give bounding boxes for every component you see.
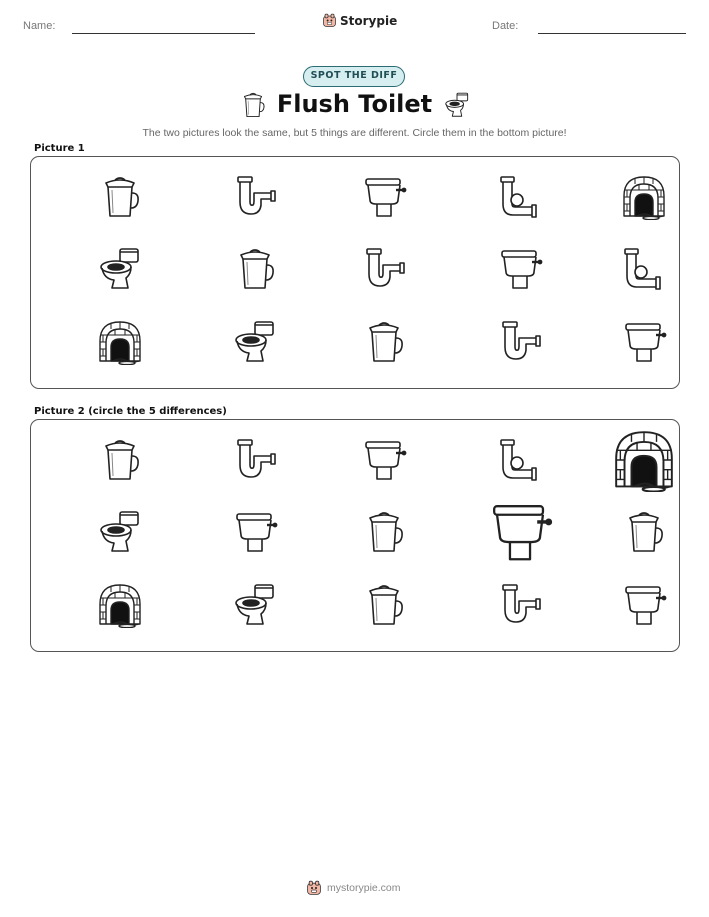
sewer-arch-icon[interactable]	[97, 582, 143, 628]
sewer-arch-icon	[621, 174, 667, 220]
pipe-trap-icon[interactable]	[497, 582, 543, 628]
bin-icon	[97, 174, 143, 220]
toilet-tank-icon[interactable]	[232, 509, 278, 555]
pipe-trap-icon	[497, 319, 543, 365]
toilet-icon[interactable]	[232, 582, 278, 628]
bin-icon[interactable]	[97, 437, 143, 483]
spot-the-diff-badge: SPOT THE DIFF	[303, 66, 405, 87]
date-field[interactable]	[538, 33, 686, 34]
pipe-trap-icon	[361, 246, 407, 292]
toilet-tank-icon[interactable]	[361, 437, 407, 483]
bin-icon[interactable]	[361, 509, 407, 555]
date-label: Date:	[492, 20, 519, 32]
name-label: Name:	[23, 20, 56, 32]
toilet-tank-icon	[621, 319, 667, 365]
pipe-j-icon[interactable]	[497, 437, 543, 483]
footer	[306, 880, 401, 896]
sewer-arch-icon	[97, 319, 143, 365]
toilet-icon	[232, 319, 278, 365]
toilet-tank-icon	[361, 174, 407, 220]
brand-name: Storypie	[340, 13, 398, 28]
pipe-trap-icon[interactable]	[232, 437, 278, 483]
brand-logo	[322, 13, 397, 28]
bin-icon	[232, 246, 278, 292]
sewer-arch-icon[interactable]	[612, 428, 676, 492]
picture1-label: Picture 1	[34, 143, 85, 154]
bin-icon[interactable]	[621, 509, 667, 555]
pipe-trap-icon	[232, 174, 278, 220]
name-field[interactable]	[72, 33, 255, 34]
toilet-icon	[97, 246, 143, 292]
storypie-logo-icon	[322, 13, 337, 28]
picture2-panel[interactable]	[30, 419, 680, 652]
picture1-panel	[30, 156, 680, 389]
bin-icon[interactable]	[361, 582, 407, 628]
page-title: Flush Toilet	[276, 90, 433, 118]
storypie-logo-icon	[306, 880, 322, 896]
toilet-tank-icon[interactable]	[487, 499, 553, 565]
pipe-j-icon	[497, 174, 543, 220]
toilet-tank-icon[interactable]	[621, 582, 667, 628]
pipe-j-icon	[621, 246, 667, 292]
toilet-icon[interactable]	[97, 509, 143, 555]
instructions: The two pictures look the same, but 5 things are different. Circle them in the bottom picture!	[142, 127, 567, 139]
footer-url[interactable]: mystorypie.com	[327, 882, 401, 894]
picture2-label: Picture 2 (circle the 5 differences)	[34, 406, 227, 417]
toilet-icon	[444, 91, 470, 119]
toilet-tank-icon	[497, 246, 543, 292]
bin-icon	[361, 319, 407, 365]
